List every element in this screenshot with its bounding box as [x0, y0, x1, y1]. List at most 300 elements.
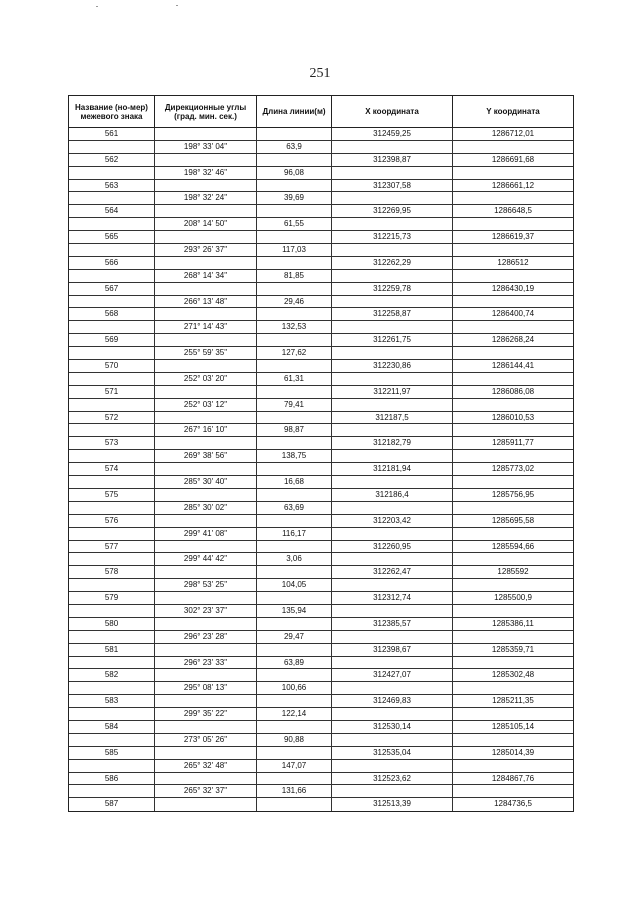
y-coordinate-cell — [453, 244, 573, 256]
direction-angle-cell — [155, 644, 257, 656]
table-row-point — [69, 412, 573, 425]
line-length: 63,89 — [257, 657, 332, 669]
x-coordinate-cell — [332, 553, 453, 565]
direction-angle-cell — [155, 231, 257, 243]
y-coordinate: 1286430,19 — [491, 283, 535, 293]
y-coordinate: 1286268,24 — [491, 335, 535, 345]
direction-angle: 293° 26' 37" — [155, 244, 257, 256]
line-length: 104,05 — [257, 579, 332, 591]
line-length: 116,17 — [257, 528, 332, 540]
boundary-coordinates-table — [68, 95, 574, 812]
table-row-point — [69, 773, 573, 786]
y-coordinate: 1286010,53 — [491, 412, 535, 422]
line-length-cell — [257, 592, 332, 604]
boundary-mark-name-cell — [69, 708, 155, 720]
x-coordinate: 312203,42 — [332, 515, 453, 527]
table-row-segment — [69, 347, 573, 360]
line-length: 138,75 — [257, 450, 332, 462]
boundary-mark-name: 570 — [69, 360, 155, 372]
x-coordinate: 312398,67 — [332, 644, 453, 656]
table-row-point — [69, 489, 573, 502]
y-coordinate-cell — [453, 553, 573, 565]
direction-angle: 198° 32' 46" — [155, 167, 257, 179]
x-coordinate-cell — [332, 734, 453, 746]
boundary-mark-name-cell — [69, 218, 155, 230]
direction-angle: 299° 41' 08" — [155, 528, 257, 540]
y-coordinate: 1284736,5 — [494, 799, 532, 809]
y-coordinate: 1286512 — [497, 257, 529, 267]
boundary-mark-name: 576 — [69, 515, 155, 527]
x-coordinate-cell — [332, 682, 453, 694]
header-boundary-mark-name: Название (но-мер) межевого знака — [69, 96, 155, 127]
line-length-cell — [257, 566, 332, 578]
y-coordinate: 1286400,74 — [491, 309, 535, 319]
x-coordinate-cell — [332, 502, 453, 514]
direction-angle-cell — [155, 360, 257, 372]
boundary-mark-name: 580 — [69, 618, 155, 630]
table-body — [69, 128, 573, 811]
table-row-point — [69, 695, 573, 708]
line-length: 16,68 — [257, 476, 332, 488]
table-row-point — [69, 592, 573, 605]
line-length-cell — [257, 618, 332, 630]
table-row-segment — [69, 605, 573, 618]
y-coordinate-cell — [453, 760, 573, 772]
x-coordinate: 312269,95 — [332, 205, 453, 217]
x-coordinate-cell — [332, 141, 453, 153]
line-length: 63,69 — [257, 502, 332, 514]
boundary-mark-name-cell — [69, 476, 155, 488]
boundary-mark-name: 567 — [69, 283, 155, 295]
table-row-segment — [69, 528, 573, 541]
table-row-point — [69, 205, 573, 218]
x-coordinate: 312469,83 — [332, 695, 453, 707]
y-coordinate-cell — [453, 657, 573, 669]
x-coordinate: 312258,87 — [332, 308, 453, 320]
boundary-mark-name: 572 — [69, 412, 155, 424]
table-row-point — [69, 128, 573, 141]
direction-angle-cell — [155, 515, 257, 527]
y-coordinate: 1285756,95 — [491, 489, 535, 499]
y-coordinate: 1286619,37 — [491, 232, 535, 242]
direction-angle-cell — [155, 695, 257, 707]
scan-speck — [96, 6, 98, 7]
table-row-segment — [69, 244, 573, 257]
line-length: 100,66 — [257, 682, 332, 694]
boundary-mark-name: 568 — [69, 308, 155, 320]
direction-angle: 198° 32' 24" — [155, 192, 257, 204]
direction-angle: 208° 14' 50" — [155, 218, 257, 230]
boundary-mark-name: 574 — [69, 463, 155, 475]
boundary-mark-name-cell — [69, 682, 155, 694]
line-length-cell — [257, 644, 332, 656]
boundary-mark-name: 569 — [69, 334, 155, 346]
direction-angle: 271° 14' 43" — [155, 321, 257, 333]
y-coordinate: 1286691,68 — [491, 154, 535, 164]
y-coordinate: 1285773,02 — [491, 464, 535, 474]
x-coordinate: 312259,78 — [332, 283, 453, 295]
boundary-mark-name: 575 — [69, 489, 155, 501]
line-length: 61,31 — [257, 373, 332, 385]
line-length-cell — [257, 721, 332, 733]
table-row-point — [69, 515, 573, 528]
y-coordinate: 1285911,77 — [492, 438, 534, 448]
boundary-mark-name-cell — [69, 450, 155, 462]
y-coordinate-cell — [453, 321, 573, 333]
direction-angle-cell — [155, 412, 257, 424]
direction-angle-cell — [155, 773, 257, 785]
boundary-mark-name: 561 — [69, 128, 155, 140]
y-coordinate: 1285594,66 — [491, 541, 535, 551]
y-coordinate-cell — [453, 218, 573, 230]
direction-angle-cell — [155, 721, 257, 733]
table-row-point — [69, 566, 573, 579]
line-length-cell — [257, 515, 332, 527]
direction-angle-cell — [155, 334, 257, 346]
table-row-point — [69, 154, 573, 167]
direction-angle-cell — [155, 747, 257, 759]
boundary-mark-name-cell — [69, 657, 155, 669]
x-coordinate-cell — [332, 296, 453, 308]
line-length-cell — [257, 489, 332, 501]
y-coordinate: 1284867,76 — [491, 773, 535, 783]
table-row-segment — [69, 141, 573, 154]
boundary-mark-name: 577 — [69, 541, 155, 553]
direction-angle-cell — [155, 669, 257, 681]
y-coordinate: 1285014,39 — [491, 747, 535, 757]
x-coordinate: 312230,86 — [332, 360, 453, 372]
y-coordinate-cell — [453, 141, 573, 153]
direction-angle-cell — [155, 566, 257, 578]
x-coordinate-cell — [332, 424, 453, 436]
direction-angle: 268° 14' 34" — [155, 270, 257, 282]
direction-angle: 302° 23' 37" — [155, 605, 257, 617]
line-length-cell — [257, 154, 332, 166]
x-coordinate-cell — [332, 373, 453, 385]
y-coordinate-cell — [453, 347, 573, 359]
y-coordinate-cell — [453, 450, 573, 462]
x-coordinate: 312535,04 — [332, 747, 453, 759]
y-coordinate-cell — [453, 399, 573, 411]
scan-speck — [176, 5, 178, 6]
direction-angle: 198° 33' 04" — [155, 141, 257, 153]
header-x-coordinate: X координата — [332, 96, 453, 127]
x-coordinate-cell — [332, 321, 453, 333]
line-length-cell — [257, 283, 332, 295]
y-coordinate: 1285386,11 — [492, 618, 534, 628]
y-coordinate-cell — [453, 708, 573, 720]
y-coordinate-cell — [453, 631, 573, 643]
table-row-segment — [69, 682, 573, 695]
table-row-point — [69, 257, 573, 270]
line-length-cell — [257, 257, 332, 269]
direction-angle: 296° 23' 33" — [155, 657, 257, 669]
boundary-mark-name-cell — [69, 631, 155, 643]
boundary-mark-name: 584 — [69, 721, 155, 733]
direction-angle: 252° 03' 20" — [155, 373, 257, 385]
x-coordinate-cell — [332, 528, 453, 540]
boundary-mark-name: 564 — [69, 205, 155, 217]
y-coordinate-cell — [453, 296, 573, 308]
direction-angle-cell — [155, 592, 257, 604]
table-row-segment — [69, 218, 573, 231]
x-coordinate: 312385,57 — [332, 618, 453, 630]
line-length: 135,94 — [257, 605, 332, 617]
line-length: 63,9 — [257, 141, 332, 153]
boundary-mark-name: 573 — [69, 437, 155, 449]
boundary-mark-name-cell — [69, 605, 155, 617]
line-length-cell — [257, 231, 332, 243]
x-coordinate-cell — [332, 399, 453, 411]
page-number: 251 — [309, 66, 331, 81]
table-row-point — [69, 283, 573, 296]
line-length: 147,07 — [257, 760, 332, 772]
boundary-mark-name: 585 — [69, 747, 155, 759]
y-coordinate: 1286648,5 — [494, 206, 532, 216]
table-row-segment — [69, 734, 573, 747]
direction-angle-cell — [155, 257, 257, 269]
boundary-mark-name-cell — [69, 373, 155, 385]
boundary-mark-name-cell — [69, 760, 155, 772]
boundary-mark-name-cell — [69, 424, 155, 436]
direction-angle: 298° 53' 25" — [155, 579, 257, 591]
boundary-mark-name: 581 — [69, 644, 155, 656]
y-coordinate-cell — [453, 502, 573, 514]
x-coordinate: 312260,95 — [332, 541, 453, 553]
table-row-segment — [69, 270, 573, 283]
direction-angle: 269° 38' 56" — [155, 450, 257, 462]
boundary-mark-name: 563 — [69, 180, 155, 192]
y-coordinate-cell — [453, 424, 573, 436]
x-coordinate-cell — [332, 631, 453, 643]
header-line-length: Длина линии(м) — [257, 96, 332, 127]
direction-angle: 295° 08' 13" — [155, 682, 257, 694]
x-coordinate: 312262,29 — [332, 257, 453, 269]
table-row-segment — [69, 167, 573, 180]
boundary-mark-name-cell — [69, 167, 155, 179]
table-row-point — [69, 747, 573, 760]
x-coordinate: 312427,07 — [332, 669, 453, 681]
direction-angle-cell — [155, 180, 257, 192]
y-coordinate-cell — [453, 270, 573, 282]
y-coordinate: 1286712,01 — [491, 129, 535, 138]
x-coordinate-cell — [332, 760, 453, 772]
x-coordinate-cell — [332, 708, 453, 720]
line-length: 79,41 — [257, 399, 332, 411]
line-length: 98,87 — [257, 424, 332, 436]
line-length: 117,03 — [257, 244, 332, 256]
direction-angle: 266° 13' 48" — [155, 296, 257, 308]
x-coordinate: 312186,4 — [332, 489, 453, 501]
y-coordinate-cell — [453, 528, 573, 540]
table-row-point — [69, 437, 573, 450]
x-coordinate: 312262,47 — [332, 566, 453, 578]
table-row-point — [69, 541, 573, 554]
y-coordinate-cell — [453, 785, 573, 797]
x-coordinate-cell — [332, 476, 453, 488]
x-coordinate-cell — [332, 347, 453, 359]
x-coordinate: 312307,58 — [332, 180, 453, 192]
table-row-segment — [69, 450, 573, 463]
line-length-cell — [257, 334, 332, 346]
table-row-point — [69, 463, 573, 476]
line-length-cell — [257, 128, 332, 140]
table-row-point — [69, 180, 573, 193]
boundary-mark-name: 586 — [69, 773, 155, 785]
boundary-mark-name: 571 — [69, 386, 155, 398]
boundary-mark-name-cell — [69, 270, 155, 282]
x-coordinate: 312530,14 — [332, 721, 453, 733]
line-length: 29,47 — [257, 631, 332, 643]
y-coordinate: 1285302,48 — [491, 670, 535, 680]
x-coordinate: 312261,75 — [332, 334, 453, 346]
y-coordinate-cell — [453, 605, 573, 617]
y-coordinate-cell — [453, 167, 573, 179]
x-coordinate: 312398,87 — [332, 154, 453, 166]
line-length-cell — [257, 541, 332, 553]
direction-angle-cell — [155, 205, 257, 217]
direction-angle-cell — [155, 798, 257, 811]
boundary-mark-name-cell — [69, 528, 155, 540]
x-coordinate-cell — [332, 167, 453, 179]
x-coordinate-cell — [332, 218, 453, 230]
x-coordinate: 312187,5 — [332, 412, 453, 424]
boundary-mark-name-cell — [69, 296, 155, 308]
y-coordinate-cell — [453, 373, 573, 385]
x-coordinate-cell — [332, 450, 453, 462]
line-length: 96,08 — [257, 167, 332, 179]
y-coordinate: 1285695,58 — [491, 515, 535, 525]
x-coordinate: 312459,25 — [332, 128, 453, 140]
line-length: 90,88 — [257, 734, 332, 746]
line-length: 122,14 — [257, 708, 332, 720]
header-direction-angle: Дирекционные углы (град. мин. сек.) — [155, 96, 257, 127]
y-coordinate: 1286144,41 — [491, 361, 535, 371]
direction-angle: 285° 30' 40" — [155, 476, 257, 488]
boundary-mark-name: 566 — [69, 257, 155, 269]
direction-angle: 255° 59' 35" — [155, 347, 257, 359]
line-length: 3,06 — [257, 553, 332, 565]
direction-angle: 252° 03' 12" — [155, 399, 257, 411]
boundary-mark-name: 578 — [69, 566, 155, 578]
direction-angle: 299° 35' 22" — [155, 708, 257, 720]
table-row-point — [69, 644, 573, 657]
line-length-cell — [257, 463, 332, 475]
table-row-segment — [69, 708, 573, 721]
x-coordinate-cell — [332, 579, 453, 591]
table-row-point — [69, 669, 573, 682]
boundary-mark-name-cell — [69, 399, 155, 411]
x-coordinate: 312181,94 — [332, 463, 453, 475]
line-length-cell — [257, 205, 332, 217]
table-row-point — [69, 798, 573, 811]
table-row-segment — [69, 631, 573, 644]
boundary-mark-name: 565 — [69, 231, 155, 243]
table-row-point — [69, 386, 573, 399]
direction-angle-cell — [155, 489, 257, 501]
x-coordinate: 312215,73 — [332, 231, 453, 243]
direction-angle-cell — [155, 308, 257, 320]
table-row-point — [69, 360, 573, 373]
line-length: 29,46 — [257, 296, 332, 308]
line-length-cell — [257, 412, 332, 424]
boundary-mark-name-cell — [69, 734, 155, 746]
direction-angle-cell — [155, 283, 257, 295]
x-coordinate: 312312,74 — [332, 592, 453, 604]
y-coordinate-cell — [453, 579, 573, 591]
x-coordinate-cell — [332, 605, 453, 617]
boundary-mark-name-cell — [69, 321, 155, 333]
table-row-point — [69, 231, 573, 244]
x-coordinate-cell — [332, 657, 453, 669]
y-coordinate-cell — [453, 476, 573, 488]
table-row-segment — [69, 657, 573, 670]
direction-angle-cell — [155, 154, 257, 166]
line-length-cell — [257, 180, 332, 192]
table-row-point — [69, 334, 573, 347]
direction-angle-cell — [155, 386, 257, 398]
x-coordinate-cell — [332, 270, 453, 282]
y-coordinate: 1285105,14 — [491, 721, 535, 731]
line-length-cell — [257, 308, 332, 320]
y-coordinate-cell — [453, 734, 573, 746]
y-coordinate: 1285211,35 — [492, 696, 534, 706]
boundary-mark-name-cell — [69, 579, 155, 591]
table-row-point — [69, 618, 573, 631]
boundary-mark-name: 587 — [69, 798, 155, 811]
y-coordinate: 1285359,71 — [491, 644, 535, 654]
direction-angle: 285° 30' 02" — [155, 502, 257, 514]
table-row-segment — [69, 785, 573, 798]
table-row-point — [69, 721, 573, 734]
x-coordinate-cell — [332, 192, 453, 204]
boundary-mark-name-cell — [69, 502, 155, 514]
table-row-segment — [69, 579, 573, 592]
boundary-mark-name: 562 — [69, 154, 155, 166]
line-length: 127,62 — [257, 347, 332, 359]
direction-angle: 267° 16' 10" — [155, 424, 257, 436]
table-row-segment — [69, 399, 573, 412]
direction-angle: 299° 44' 42" — [155, 553, 257, 565]
x-coordinate: 312211,97 — [332, 386, 453, 398]
y-coordinate: 1285500,9 — [494, 593, 532, 603]
line-length-cell — [257, 773, 332, 785]
table-row-segment — [69, 296, 573, 309]
x-coordinate: 312523,62 — [332, 773, 453, 785]
boundary-mark-name-cell — [69, 244, 155, 256]
direction-angle-cell — [155, 128, 257, 140]
line-length-cell — [257, 360, 332, 372]
table-row-segment — [69, 476, 573, 489]
line-length: 39,69 — [257, 192, 332, 204]
line-length: 81,85 — [257, 270, 332, 282]
table-row-segment — [69, 321, 573, 334]
table-row-point — [69, 308, 573, 321]
table-row-segment — [69, 192, 573, 205]
table-row-segment — [69, 373, 573, 386]
boundary-mark-name-cell — [69, 192, 155, 204]
direction-angle-cell — [155, 541, 257, 553]
x-coordinate: 312182,79 — [332, 437, 453, 449]
line-length-cell — [257, 798, 332, 811]
line-length: 132,53 — [257, 321, 332, 333]
boundary-mark-name: 582 — [69, 669, 155, 681]
line-length-cell — [257, 669, 332, 681]
y-coordinate: 1286086,08 — [491, 386, 535, 396]
line-length: 61,55 — [257, 218, 332, 230]
y-coordinate-cell — [453, 192, 573, 204]
line-length: 131,66 — [257, 785, 332, 797]
